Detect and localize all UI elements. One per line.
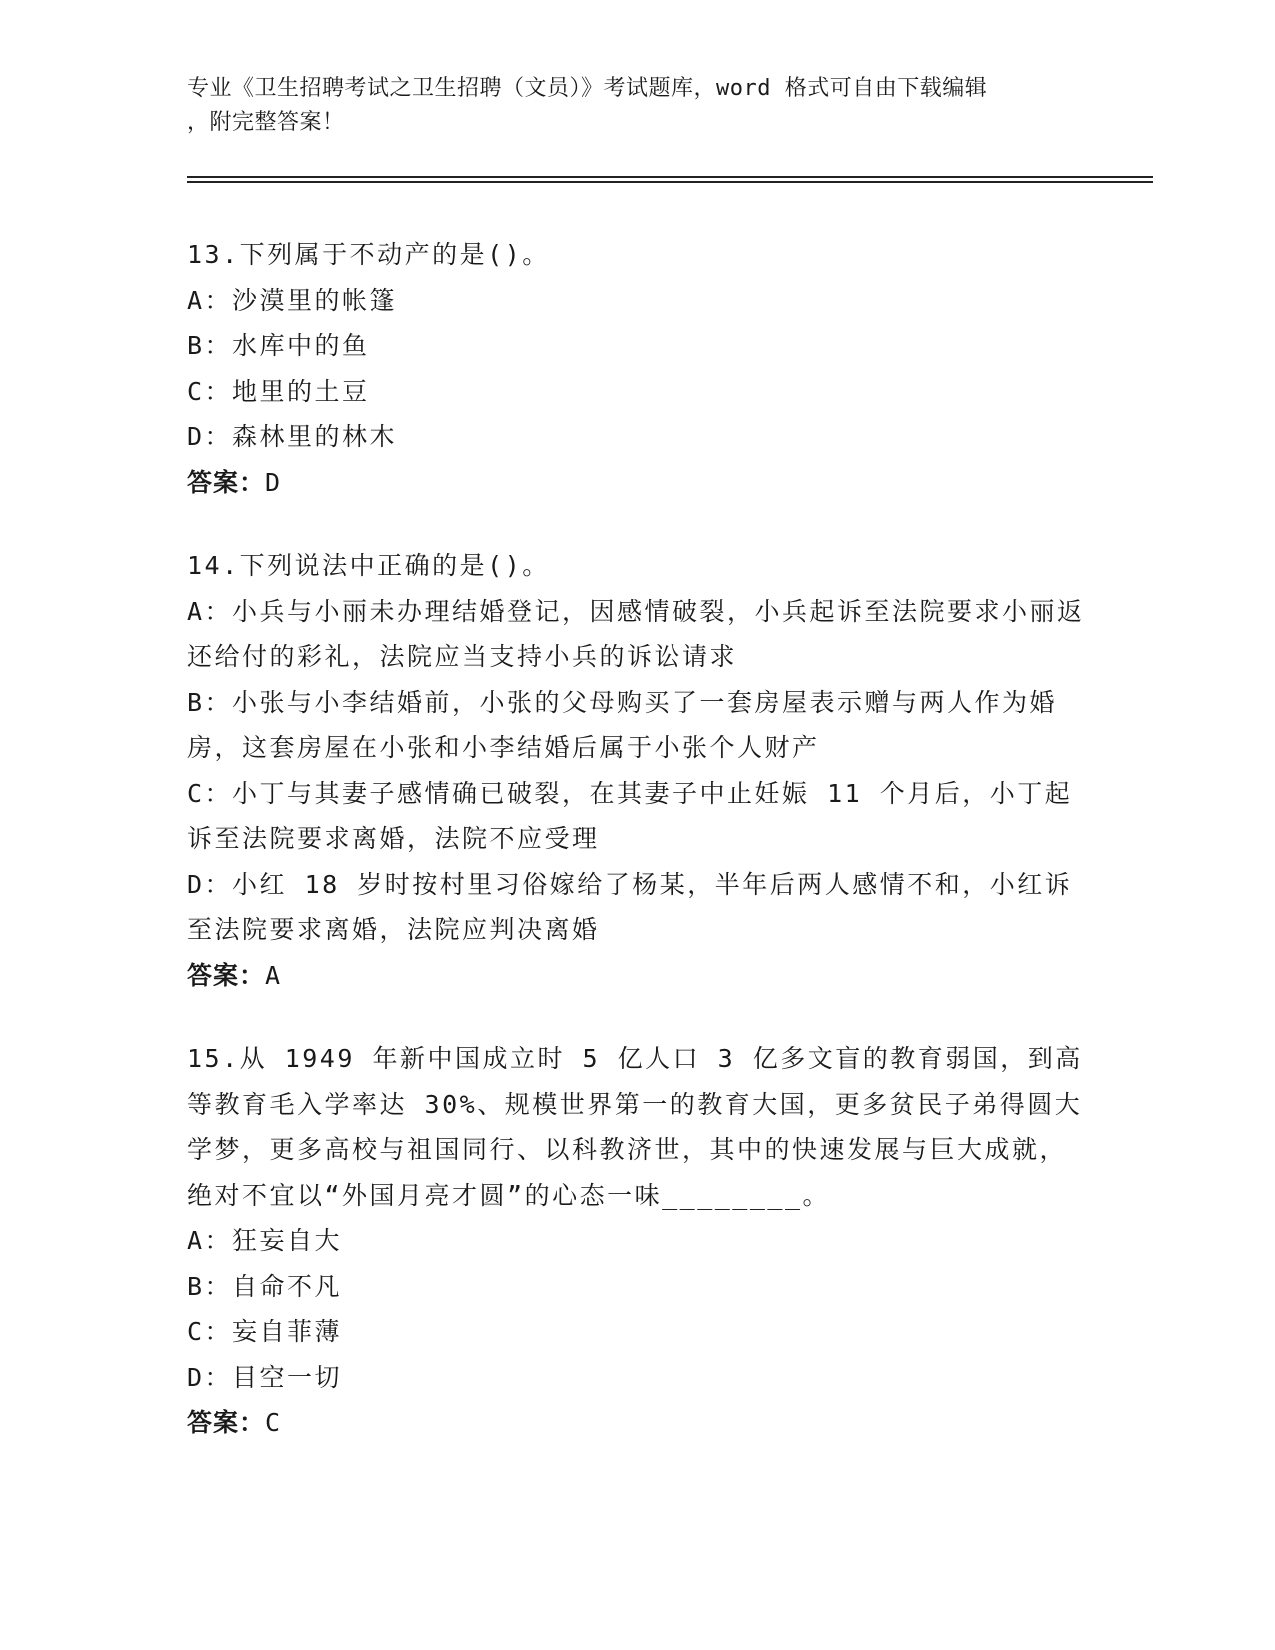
answer-value: A [265,960,282,990]
question-list [187,232,1087,1484]
option-a: A：小兵与小丽未办理结婚登记，因感情破裂，小兵起诉至法院要求小丽返还给付的彩礼，法院应当支持小兵的诉讼请求 [187,596,1085,671]
question-14 [187,543,1087,998]
document-header [187,72,1087,140]
answer-label: 答案： [187,960,266,990]
answer-label: 答案： [187,467,266,497]
answer-line [187,1400,1087,1446]
header-divider-bottom [187,181,1153,183]
answer-line [187,460,1087,506]
question-15 [187,1036,1087,1446]
answer-label: 答案： [187,1408,266,1437]
question-stem: 14.下列说法中正确的是()。 [187,551,550,580]
option-a: A：沙漠里的帐篷 [187,285,398,315]
option-b: B：水库中的鱼 [187,331,370,360]
option-d: D：森林里的林木 [187,422,398,451]
option-c: C：地里的土豆 [187,376,370,406]
answer-value: C [265,1408,282,1437]
option-d: D：目空一切 [187,1362,343,1392]
header-line-2: ，附完整答案！ [187,110,345,135]
option-c: C：小丁与其妻子感情确已破裂，在其妻子中止妊娠 11 个月后，小丁起诉至法院要求离婚，法院不应受理 [187,778,1073,853]
answer-value: D [265,467,282,497]
question-stem: 13.下列属于不动产的是()。 [187,240,550,269]
option-b: B：小张与小李结婚前，小张的父母购买了一套房屋表示赠与两人作为婚房，这套房屋在小张和小李结婚后属于小张个人财产 [187,687,1058,762]
option-b: B：自命不凡 [187,1271,343,1301]
header-divider-top [187,176,1153,178]
header-line-1: 专业《卫生招聘考试之卫生招聘（文员）》考试题库，word 格式可自由下载编辑 [187,76,988,101]
option-d: D：小红 18 岁时按村里习俗嫁给了杨某，半年后两人感情不和，小红诉至法院要求离婚，法院应判决离婚 [187,869,1073,944]
option-a: A：狂妄自大 [187,1226,343,1255]
option-c: C：妄自菲薄 [187,1317,343,1346]
question-stem: 15.从 1949 年新中国成立时 5 亿人口 3 亿多文盲的教育弱国，到高等教育毛入学率达 30%、规模世界第一的教育大国，更多贫民子弟得圆大学梦，更多高校与祖国同行、以科教济世，其中的快速发展与巨大成就，绝对不宜以“外国月亮才圆”的心态一味________。 [187,1044,1083,1210]
question-13 [187,232,1087,505]
answer-line [187,953,1087,999]
